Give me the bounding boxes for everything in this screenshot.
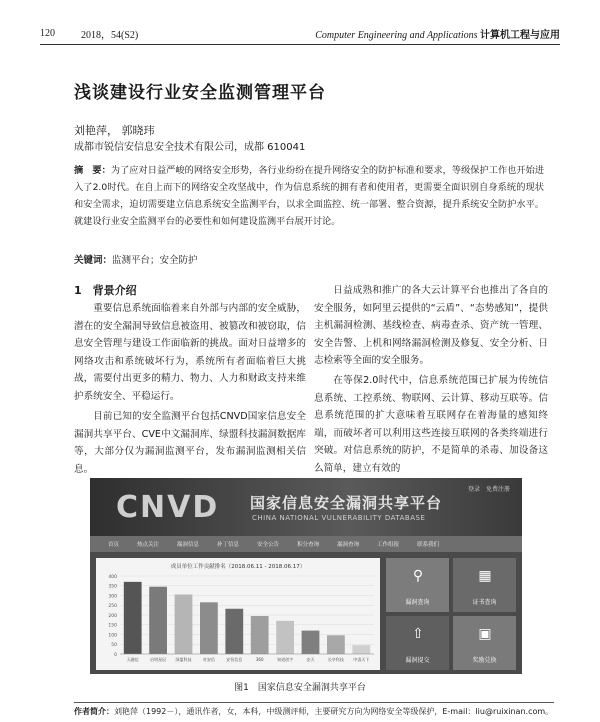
paper-title: 浅谈建设行业安全监测管理平台 — [74, 83, 326, 103]
certificate-icon: ▦ — [478, 568, 492, 584]
keywords-label: 关键词： — [74, 255, 113, 266]
right-column-para-2 — [314, 372, 548, 477]
x-tick-label: 天融信 — [126, 657, 139, 662]
header-rule — [40, 44, 560, 45]
keywords — [74, 252, 198, 266]
bar — [327, 635, 345, 654]
page-number: 120 — [40, 27, 55, 39]
tile-reward-exchange[interactable] — [453, 616, 516, 670]
bar — [124, 582, 142, 654]
y-tick-label: 0 — [114, 652, 117, 658]
x-tick-label: 知道创宇 — [277, 657, 294, 662]
tile-cert-query[interactable] — [453, 558, 516, 612]
magnifier-icon: ⚲ — [412, 568, 424, 584]
journal-name-en: Computer Engineering and Applications 计算机工程与应用 — [315, 29, 560, 41]
y-tick-label: 50 — [111, 643, 117, 649]
quick-links — [386, 558, 516, 670]
abstract-text: 为了应对日益严峻的网络安全形势，各行业纷纷在提升网络安全的防护标准和要求，等级保护工作也开始进入了2.0时代。在自上而下的网络安全攻坚战中，作为信息系统的拥有者和使用者，更需要全面识别自身系统的现状和安全需求，迫切需要建立信息系统安全监测平台，以求全面监控、统一部署、整合资源，提升系统安全防护水平。就建设行业安全监测平台的必要性和如何建设监测平台展开讨论。 — [74, 165, 545, 227]
footnote-label: 作者简介： — [74, 707, 114, 716]
tile-vuln-query[interactable] — [386, 558, 449, 612]
x-tick-label: 绿盟科技 — [175, 657, 192, 662]
keywords-text: 监测平台；安全防护 — [112, 255, 198, 266]
paragraph: 目前已知的安全监测平台包括CNVD国家信息安全漏洞共享平台、CVE中文漏洞库、绿盟科技漏洞数据库等，大部分仅为漏洞监测平台，发布漏洞监测相关信息。 — [74, 411, 306, 475]
bar — [175, 595, 193, 654]
site-title-cn: 国家信息安全漏洞共享平台 — [250, 494, 443, 512]
footnote-text: 刘艳萍（1992－），通讯作者，女，本科，中级测评师，主要研究方向为网络安全等级保护，E-mail：liu@ruixinan.com。 — [114, 707, 554, 716]
tile-vuln-submit[interactable] — [386, 616, 449, 670]
figure-cnvd-screenshot — [90, 478, 522, 674]
x-tick-label: 中睿天下 — [353, 657, 370, 662]
x-tick-label: 启明星辰 — [150, 657, 167, 662]
abstract-label: 摘 要： — [74, 165, 111, 176]
journal-name-cn: 计算机工程与应用 — [480, 29, 560, 41]
x-tick-label: 长亭科技 — [327, 657, 344, 662]
bar — [225, 609, 243, 654]
tile-label: 证书查询 — [472, 599, 497, 606]
y-tick-label: 250 — [108, 604, 117, 610]
paragraph: 日益成熟和推广的各大云计算平台也推出了各自的安全服务，如阿里云提供的“云盾”、“态势感知”，提供主机漏洞检测、基线检查、病毒查杀、资产统一管理、安全告警、上机和网络漏洞检测及修复、安全分析、日志检索等全面的安全服务。 — [314, 285, 548, 366]
left-column-para-2 — [74, 408, 306, 478]
nav-item[interactable]: 漏洞信息 — [177, 542, 200, 548]
running-header — [40, 24, 560, 42]
nav-item[interactable]: 积分查询 — [297, 542, 320, 548]
figure-caption: 图1 国家信息安全漏洞共享平台 — [234, 683, 366, 693]
affiliation: 成都市锐信安信息安全技术有限公司，成都 610041 — [74, 142, 306, 153]
author-footnote — [74, 706, 564, 717]
y-tick-label: 300 — [108, 594, 117, 600]
bar — [302, 631, 320, 654]
nav-item[interactable]: 漏洞查询 — [337, 542, 360, 548]
paragraph: 在等保2.0时代中，信息系统范围已扩展为传统信息系统、工控系统、物联网、云计算、移动互联等。信息系统范围的扩大意味着互联网存在着海量的感知终端，而破坏者可以利用这些连接互联网的各类终端进行突破。对信息系统的防护，不是简单的杀毒、加设备这么简单，建立有效的 — [314, 375, 548, 474]
y-tick-label: 400 — [108, 574, 117, 580]
y-tick-label: 100 — [108, 633, 117, 639]
nav-item[interactable]: 联系我们 — [417, 542, 440, 548]
tile-label: 奖励兑换 — [472, 657, 497, 664]
nav-item[interactable]: 首页 — [108, 542, 120, 548]
gift-icon: ▣ — [478, 626, 492, 642]
abstract — [74, 162, 544, 230]
cnvd-logo: CNVD — [116, 490, 220, 525]
right-column-para-1 — [314, 282, 548, 370]
ranking-bar-chart — [96, 558, 380, 670]
volume-info: 2018，54(S2) — [81, 29, 139, 41]
section-heading: 1 背景介绍 — [74, 284, 137, 297]
y-tick-label: 200 — [108, 613, 117, 619]
y-tick-label: 150 — [108, 623, 117, 629]
tile-label: 漏洞提交 — [405, 657, 430, 664]
bar — [149, 587, 167, 654]
site-banner — [90, 478, 522, 536]
login-links[interactable]: 登录 免费注册 — [467, 486, 510, 493]
x-tick-label: 安天 — [306, 657, 315, 662]
left-column-para-1 — [74, 300, 306, 405]
footnote-rule — [74, 702, 554, 703]
site-title-en: CHINA NATIONAL VULNERABILITY DATABASE — [252, 514, 426, 522]
y-tick-label: 350 — [108, 584, 117, 590]
x-tick-label: 360 — [255, 657, 264, 662]
nav-item[interactable]: 补丁信息 — [217, 542, 240, 548]
nav-item[interactable]: 热点关注 — [137, 542, 160, 548]
bar — [352, 645, 370, 654]
bar — [251, 616, 269, 654]
chart-title: 成员单位工作贡献排名（2018.06.11 - 2018.06.17） — [170, 564, 306, 570]
bar — [276, 621, 294, 654]
paragraph: 重要信息系统面临着来自外部与内部的安全威胁，潜在的安全漏洞导致信息被盗用、被篡改和被窃取，信息安全管理与建设工作面临新的挑战。面对日益增多的网络攻击和系统破坏行为，系统所有者面临着巨大挑战，需要付出更多的精力、物力、人力和财政支持来维护系统安全、平稳运行。 — [74, 303, 306, 402]
ranking-chart-panel — [96, 558, 380, 670]
upload-icon: ⇧ — [412, 626, 424, 642]
bar — [200, 602, 218, 654]
x-tick-label: 奇安信 — [202, 657, 215, 662]
site-nav — [90, 536, 522, 552]
authors: 刘艳萍， 郭晓玮 — [74, 124, 155, 137]
x-tick-label: 安恒信息 — [226, 657, 243, 662]
nav-item[interactable]: 工作组报 — [377, 542, 400, 548]
nav-item[interactable]: 安全公告 — [257, 542, 280, 548]
tile-label: 漏洞查询 — [405, 599, 430, 606]
